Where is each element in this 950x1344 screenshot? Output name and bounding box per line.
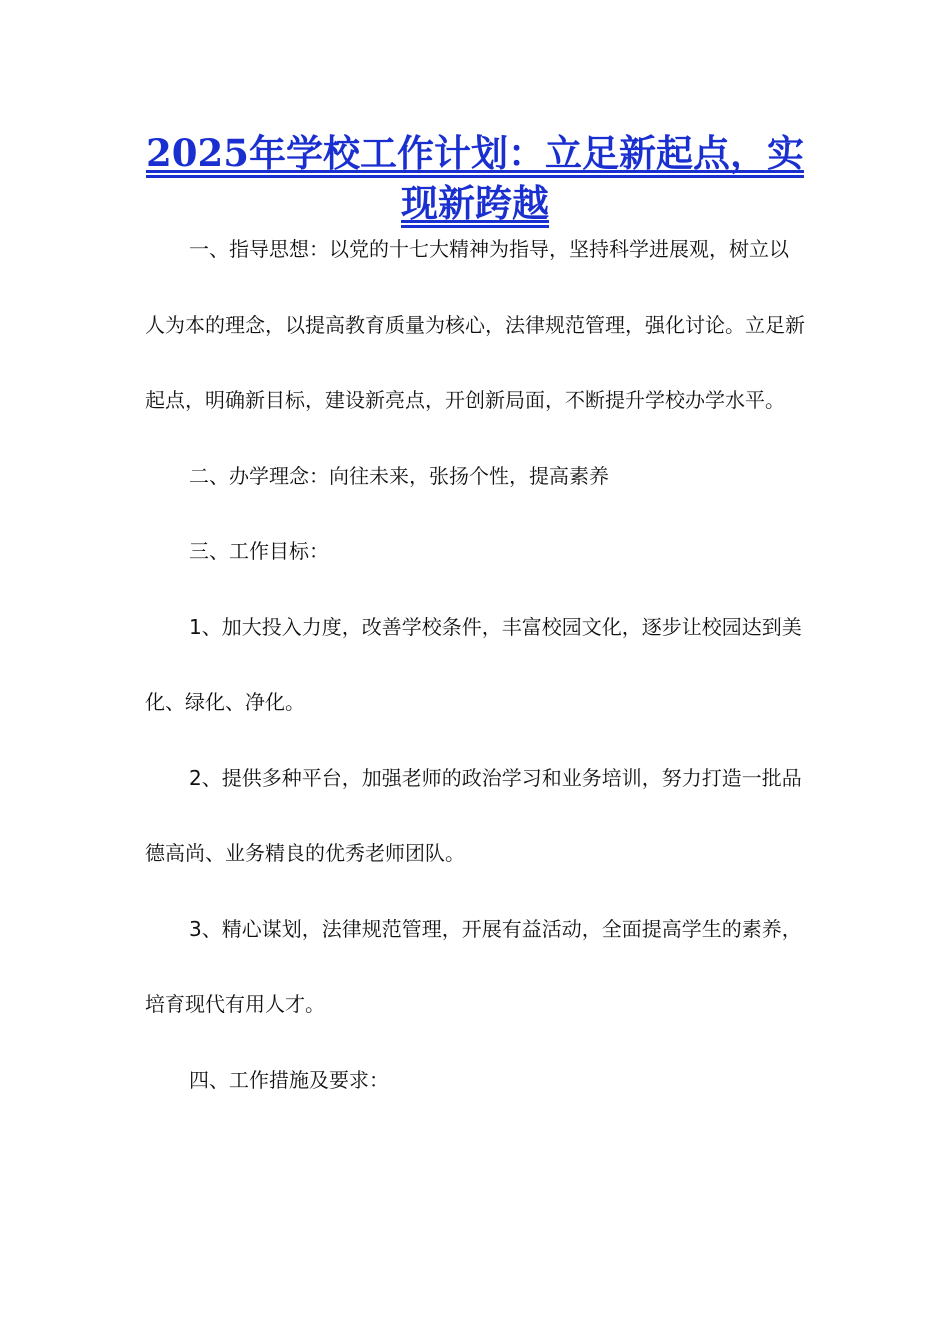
- paragraph-measures-heading: 四、工作措施及要求：: [189, 1067, 389, 1092]
- paragraph-work-goals-heading: 三、工作目标：: [189, 539, 329, 563]
- paragraph-guiding-ideology: 一、指导思想：以党的十七大精神为指导，坚持科学进展观，树立以人为本的理念，以提高教育质量为核心，法律规范管理，强化讨论。立足新起点，明确新目标，建设新亮点，开创新局面，不断提升学校办学水平。: [145, 237, 805, 412]
- paragraph-school-philosophy: 二、办学理念：向往未来，张扬个性，提高素养: [189, 463, 609, 488]
- paragraph-goal-1: 1、加大投入力度，改善学校条件，丰富校园文化，逐步让校园达到美化、绿化、净化。: [145, 614, 802, 714]
- paragraph-goal-2: 2、提供多种平台，加强老师的政治学习和业务培训，努力打造一批品德高尚、业务精良的优秀老师团队。: [145, 765, 802, 865]
- document-title-link[interactable]: 2025年学校工作计划：立足新起点，实现新跨越: [146, 131, 804, 225]
- paragraph-goal-3: 3、精心谋划，法律规范管理，开展有益活动，全面提高学生的素养，培育现代有用人才。: [145, 916, 802, 1016]
- document-body: [145, 212, 807, 1118]
